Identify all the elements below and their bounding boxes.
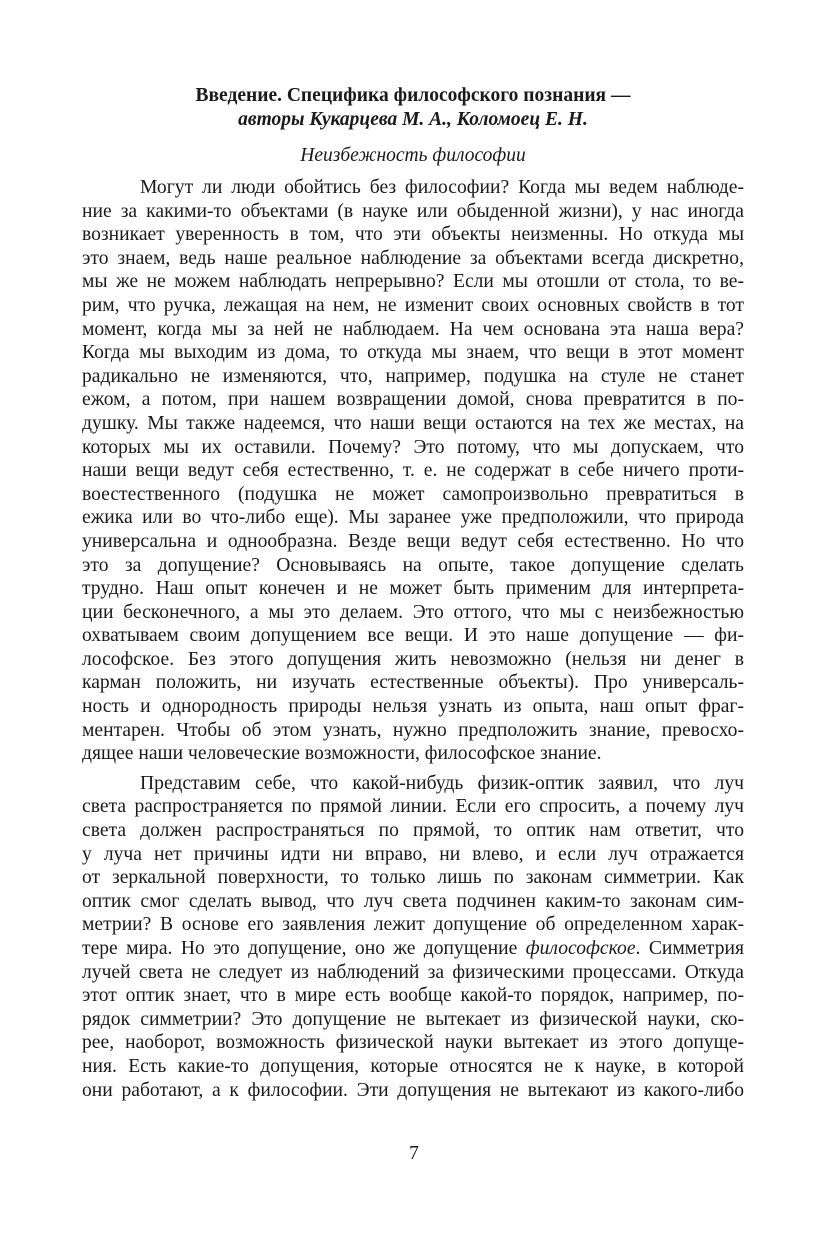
text-line: Когда мы выходим из дома, то откуда мы знаем, что вещи в этот момент (82, 342, 744, 364)
text-line: Могут ли люди обойтись без философии? Когда мы ведем наблюде- (140, 177, 744, 198)
text-line: мы же не можем наблюдать непрерывно? Если мы отошли от стола, то ве- (82, 271, 744, 293)
text-line: душку. Мы также надеемся, что наши вещи остаются на тех же местах, на (82, 412, 744, 434)
page-number: 7 (409, 1143, 419, 1164)
text-line: возникает уверенность в том, что эти объекты неизменны. Но откуда мы (82, 224, 744, 246)
text-segment: тере мира. Но это допущение, оно же допущение (82, 938, 518, 959)
text-line: оптик смог сделать вывод, что луч света подчинен каким-то законам сим- (82, 890, 744, 912)
text-line: метрии? В основе его заявления лежит допущение об определенном харак- (82, 914, 744, 936)
text-line: это знаем, ведь наше реальное наблюдение за объектами всегда дискретно, (82, 247, 744, 269)
text-line: ции бесконечного, а мы это делаем. Это оттого, что мы с неизбежностью (82, 601, 744, 623)
text-line: момент, когда мы за ней не наблюдаем. На чем основана эта наша вера? (82, 318, 744, 340)
paragraph-1 (82, 176, 744, 766)
text-line: наши вещи ведут себя естественно, т. е. не содержат в себе ничего проти- (82, 460, 744, 482)
text-line: которых мы их оставили. Почему? Это потому, что мы допускаем, что (82, 436, 744, 458)
body-text (82, 176, 744, 1102)
text-line: это за допущение? Основываясь на опыте, такое допущение сделать (82, 554, 744, 576)
text-line: карман положить, ни изучать естественные объекты). Про универсаль- (82, 672, 744, 694)
paragraph-2 (82, 772, 744, 1102)
text-line-mixed (82, 937, 744, 961)
chapter-heading (82, 84, 744, 132)
text-line: ность и однородность природы нельзя узнать из опыта, наш опыт фраг- (82, 696, 744, 718)
text-line: света должен распространяться по прямой, то оптик нам ответит, что (82, 820, 744, 842)
text-line: трудно. Наш опыт конечен и не может быть применим для интерпрета- (82, 578, 744, 600)
italic-term: философское (525, 938, 636, 959)
text-line: ние за какими-то объектами (в науке или обыденной жизни), у нас иногда (82, 200, 744, 222)
text-line: рим, что ручка, лежащая на нем, не изменит своих основных свойств в тот (82, 294, 744, 316)
text-line: этот оптик знает, что в мире есть вообще какой-то порядок, например, по- (82, 985, 744, 1007)
text-line: дящее наши человеческие возможности, философское знание. (82, 743, 602, 765)
text-line: лучей света не следует из наблюдений за физическими процессами. Откуда (82, 961, 744, 983)
text-line: ния. Есть какие-то допущения, которые относятся не к науке, в которой (82, 1055, 744, 1077)
document-page (82, 84, 744, 1108)
chapter-title: Введение. Специфика философского познания — (195, 85, 631, 106)
text-line: Представим себе, что какой-нибудь физик-оптик заявил, что луч (140, 772, 744, 794)
text-line: ментарен. Чтобы об этом узнать, нужно предположить знание, превосхо- (82, 719, 744, 741)
text-line: рядок симметрии? Это допущение не вытекает из физической науки, ско- (82, 1008, 744, 1030)
chapter-authors: авторы Кукарцева М. А., Коломоец Е. Н. (238, 109, 588, 130)
text-line: лософское. Без этого допущения жить невозможно (нельзя ни денег в (82, 648, 744, 670)
text-line: рее, наоборот, возможность физической науки вытекает из этого допуще- (82, 1032, 744, 1054)
text-line: ежика или во что-либо еще). Мы заранее уже предположили, что природа (82, 507, 744, 529)
text-line: охватываем своим допущением все вещи. И это наше допущение — фи- (82, 625, 744, 647)
text-line: радикально не изменяются, что, например, подушка на стуле не станет (82, 365, 744, 387)
section-title: Неизбежность философии (300, 145, 526, 166)
text-line: универсальна и однообразна. Везде вещи ведут себя естественно. Но что (82, 530, 744, 552)
text-line: у луча нет причины идти ни вправо, ни влево, и если луч отражается (82, 843, 744, 865)
text-line: они работают, а к философии. Эти допущения не вытекают из какого-либо (82, 1079, 744, 1101)
text-line: ежом, а потом, при нашем возвращении домой, снова превратится в по- (82, 389, 744, 411)
text-line: воестественного (подушка не может самопроизвольно превратиться в (82, 483, 744, 505)
text-segment: . Симметрия (635, 938, 744, 959)
text-line: от зеркальной поверхности, то только лишь по законам симметрии. Как (82, 867, 744, 889)
text-line: света распространяется по прямой линии. Если его спросить, а почему луч (82, 796, 744, 818)
